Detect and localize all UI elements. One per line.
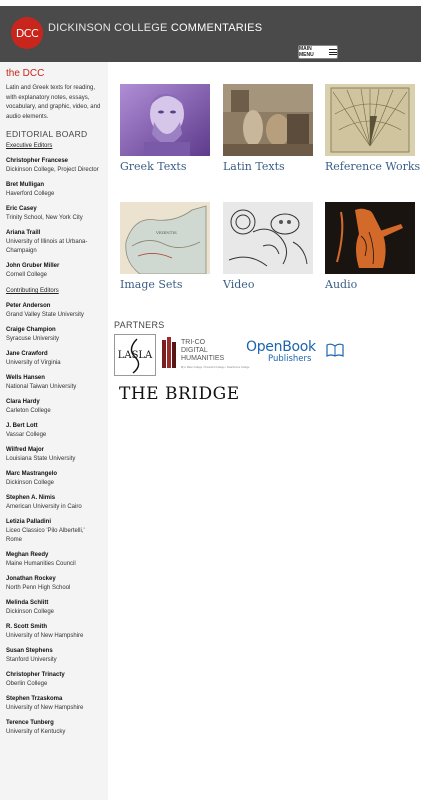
editor-affiliation: North Penn High School: [6, 585, 71, 591]
tile-image-sets[interactable]: [120, 202, 210, 291]
editor-name: John Gruber Miller: [6, 263, 60, 269]
editor-entry: [6, 647, 102, 665]
editor-entry: [6, 398, 102, 416]
tile-label[interactable]: Latin Texts: [223, 160, 285, 173]
openbook-bottom-text: Publishers: [268, 354, 312, 364]
main-menu-button[interactable]: [298, 45, 338, 59]
editor-affiliation: Stanford University: [6, 657, 57, 663]
editor-affiliation: Cornell College: [6, 272, 48, 278]
site-header: [0, 0, 421, 62]
editor-name: Wilfred Major: [6, 447, 44, 453]
editor-entry: [6, 623, 102, 641]
editor-affiliation: Louisiana State University: [6, 456, 76, 462]
editor-name: Stephen Trzaskoma: [6, 696, 63, 702]
editor-affiliation: Dickinson College: [6, 480, 55, 486]
editor-name: J. Bert Lott: [6, 423, 38, 429]
tile-label[interactable]: Reference Works: [325, 160, 421, 173]
editor-name: Terence Tunberg: [6, 720, 54, 726]
editor-entry: [6, 695, 102, 713]
editor-affiliation: Haverford College: [6, 191, 55, 197]
lasla-text: LASLA: [117, 350, 153, 361]
trico-tagline: Bryn Mawr College • Haverford College • Swarthmore College: [181, 366, 250, 369]
editor-affiliation: Maine Humanities Council: [6, 561, 76, 567]
latin-painting-image[interactable]: [223, 84, 313, 156]
editor-name: Ariana Traill: [6, 230, 41, 236]
editor-name: Eric Casey: [6, 206, 37, 212]
editor-name: Peter Anderson: [6, 303, 51, 309]
tile-audio[interactable]: [325, 202, 415, 291]
editor-entry: [6, 494, 102, 512]
editor-name: Clara Hardy: [6, 399, 40, 405]
editor-affiliation: Liceo Classico 'Pilo Albertelli,' Rome: [6, 528, 85, 543]
editor-entry: [6, 575, 102, 593]
editor-affiliation: Carleton College: [6, 408, 51, 414]
logo-text: DCC: [15, 26, 39, 40]
editor-affiliation: University of New Hampshire: [6, 705, 84, 711]
executive-editors-link[interactable]: Executive Editors: [6, 143, 53, 149]
site-title[interactable]: [48, 22, 262, 34]
sidebar-heading: the DCC: [6, 68, 45, 79]
map-image[interactable]: [120, 202, 210, 274]
editor-affiliation: Dickinson College, Project Director: [6, 167, 99, 173]
editor-affiliation: Syracuse University: [6, 336, 60, 342]
editor-name: Stephen A. Nimis: [6, 495, 56, 501]
editor-affiliation: American University in Cairo: [6, 504, 82, 510]
sketch-image[interactable]: [223, 202, 313, 274]
books-icon: [161, 336, 179, 370]
editor-entry: [6, 422, 102, 440]
editorial-board-title: EDITORIAL BOARD: [6, 129, 88, 139]
editor-affiliation: Grand Valley State University: [6, 312, 84, 318]
tile-latin-texts[interactable]: [223, 84, 313, 173]
editor-entry: [6, 302, 102, 320]
editor-name: Wells Hansen: [6, 375, 45, 381]
editor-affiliation: Oberlin College: [6, 681, 48, 687]
editor-entry: [6, 599, 102, 617]
contributing-editors-list: [6, 302, 102, 737]
trico-line-1: TRI-CO: [181, 339, 206, 346]
contributing-editors-link[interactable]: Contributing Editors: [6, 288, 59, 294]
greek-bust-image[interactable]: [120, 84, 210, 156]
editor-name: Meghan Reedy: [6, 552, 49, 558]
tile-label[interactable]: Video: [223, 278, 255, 291]
editor-entry: [6, 326, 102, 344]
partners-title: PARTNERS: [114, 320, 165, 330]
editor-entry: [6, 262, 102, 280]
lasla-logo[interactable]: [114, 334, 156, 376]
trico-line-2: DIGITAL: [181, 347, 208, 354]
editor-affiliation: Dickinson College: [6, 609, 55, 615]
openbook-logo[interactable]: [246, 339, 346, 369]
editor-name: Melinda Schlitt: [6, 600, 49, 606]
editor-entry: [6, 350, 102, 368]
site-title-strong: COMMENTARIES: [170, 22, 263, 34]
editor-entry: [6, 446, 102, 464]
editor-entry: [6, 374, 102, 392]
editor-entry: [6, 719, 102, 737]
editor-entry: [6, 181, 102, 199]
editor-name: R. Scott Smith: [6, 624, 48, 630]
editor-name: Christopher Francese: [6, 158, 69, 164]
editor-name: Bret Mulligan: [6, 182, 45, 188]
editor-entry: [6, 157, 102, 175]
editor-entry: [6, 470, 102, 488]
trico-logo[interactable]: [161, 336, 250, 372]
tile-video[interactable]: [223, 202, 313, 291]
editor-entry: [6, 229, 102, 256]
editor-name: Craige Champion: [6, 327, 56, 333]
trico-line-3: HUMANITIES: [181, 355, 225, 362]
trico-text: [181, 339, 224, 363]
vase-image[interactable]: [325, 202, 415, 274]
hamburger-icon: [329, 49, 337, 55]
main-menu-label: MAIN MENU: [299, 46, 314, 58]
openbook-top-text: OpenBook: [246, 339, 316, 355]
editor-name: Jonathan Rockey: [6, 576, 56, 582]
tile-label[interactable]: Audio: [325, 278, 358, 291]
executive-editors-list: [6, 157, 102, 280]
dcc-logo[interactable]: [11, 17, 43, 49]
editor-entry: [6, 551, 102, 569]
svg-text:VEIENTIS: VEIENTIS: [156, 230, 177, 235]
editor-affiliation: Trinity School, New York City: [6, 215, 83, 221]
editor-name: Susan Stephens: [6, 648, 53, 654]
open-book-icon: [326, 343, 344, 357]
editor-name: Jane Crawford: [6, 351, 48, 357]
editor-affiliation: University of Kentucky: [6, 729, 66, 735]
editor-entry: [6, 518, 102, 545]
editor-name: Christopher Trinacty: [6, 672, 65, 678]
editor-affiliation: Vassar College: [6, 432, 47, 438]
editor-affiliation: National Taiwan University: [6, 384, 77, 390]
editor-entry: [6, 671, 102, 689]
tile-label[interactable]: Image Sets: [120, 278, 183, 291]
editor-affiliation: University of Illinois at Urbana-Champaign: [6, 239, 88, 254]
tile-reference-works[interactable]: [325, 84, 421, 173]
editor-affiliation: University of Virginia: [6, 360, 61, 366]
tile-greek-texts[interactable]: [120, 84, 210, 173]
editor-affiliation: University of New Hampshire: [6, 633, 84, 639]
site-title-light: DICKINSON COLLEGE: [48, 22, 168, 34]
tile-label[interactable]: Greek Texts: [120, 160, 187, 173]
sundial-image[interactable]: [325, 84, 415, 156]
editor-name: Marc Mastrangelo: [6, 471, 58, 477]
editor-name: Letizia Palladini: [6, 519, 52, 525]
sidebar: [0, 62, 108, 800]
editor-entry: [6, 205, 102, 223]
sidebar-description: Latin and Greek texts for reading, with explanatory notes, essays, vocabulary, and graphic, video, and audio elements.: [6, 85, 101, 120]
the-bridge-logo[interactable]: THE BRIDGE: [119, 384, 240, 404]
